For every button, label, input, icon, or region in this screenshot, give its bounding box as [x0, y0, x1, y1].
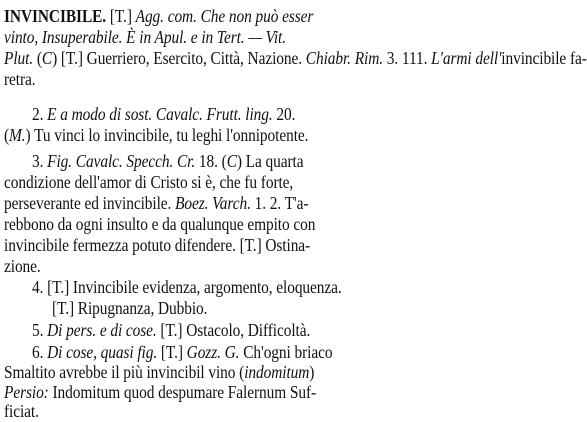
- text-run: Smaltito avrebbe il più invincibil vino (: [4, 362, 245, 382]
- text-run: perseverante ed invincibile.: [4, 193, 176, 213]
- entry-line: [52, 298, 207, 318]
- text-run: 6.: [32, 342, 48, 362]
- text-run: 18. (: [195, 151, 227, 171]
- text-run: [T.]: [106, 6, 136, 26]
- entry-line: [32, 342, 332, 362]
- text-run: M.: [9, 125, 26, 145]
- entry-line: [4, 214, 315, 234]
- text-run: [T.] Ripugnanza, Dubbio.: [52, 298, 208, 318]
- text-run: Indomitum quod despumare Falernum Suf-: [48, 382, 317, 402]
- text-run: C: [41, 48, 53, 68]
- text-run: 3.: [32, 151, 48, 171]
- entry-line: [4, 256, 41, 276]
- headword: INVINCIBILE.: [4, 6, 107, 26]
- text-run: indomitum: [244, 362, 310, 382]
- text-run: ) [T.] Guerriero, Esercito, Città, Nazione.: [52, 48, 306, 68]
- entry-line: [4, 69, 36, 89]
- text-run: ficiat.: [4, 401, 39, 421]
- entry-line: [32, 277, 342, 297]
- text-run: Boez. Varch.: [175, 193, 251, 213]
- entry-line: [32, 104, 295, 124]
- text-run: [T.] Ostacolo, Difficoltà.: [156, 320, 311, 340]
- entry-line: [4, 235, 310, 255]
- text-run: ) Tu vinci lo invincibile, tu leghi l'onnipotente.: [25, 125, 309, 145]
- entry-line: [4, 48, 587, 68]
- text-run: vinto, Insuperabile. È in Apul. e in Tert. — Vit.: [4, 27, 287, 47]
- text-run: Di pers. e di cose.: [47, 320, 157, 340]
- text-run: C: [226, 151, 237, 171]
- entry-line: [4, 27, 286, 47]
- text-run: [T.]: [157, 342, 187, 362]
- text-run: L'armi dell': [431, 48, 502, 68]
- text-run: 5.: [32, 320, 48, 340]
- entry-line: [4, 193, 308, 213]
- text-run: E a modo di sost. Cavalc. Frutt. ling.: [47, 104, 273, 124]
- text-run: retra.: [4, 69, 36, 89]
- text-run: 2.: [32, 104, 48, 124]
- entry-line: [4, 125, 308, 145]
- text-run: 1. 2. T'a-: [250, 193, 309, 213]
- entry-line: [32, 320, 310, 340]
- entry-line: [4, 382, 316, 402]
- text-run: Persio:: [4, 382, 49, 402]
- text-run: Fig. Cavalc. Specch. Cr.: [47, 151, 196, 171]
- text-run: zione.: [4, 256, 41, 276]
- text-run: Di cose, quasi fig.: [47, 342, 158, 362]
- text-run: invincibile fa-: [501, 48, 587, 68]
- entry-line: [4, 362, 314, 382]
- text-run: Plut.: [4, 48, 34, 68]
- text-run: (: [33, 48, 42, 68]
- text-run: 3. 111.: [383, 48, 432, 68]
- entry-line: [4, 6, 313, 26]
- text-run: 20.: [272, 104, 296, 124]
- text-run: Chiabr. Rim.: [305, 48, 384, 68]
- text-run: invincibile fermezza potuto difendere. [T.] Ostina-: [4, 235, 311, 255]
- text-run: Gozz. G.: [186, 342, 240, 362]
- text-run: Agg. com. Che non può esser: [135, 6, 314, 26]
- entry-line: [4, 401, 39, 421]
- text-run: (: [4, 125, 10, 145]
- text-run: Ch'ogni briaco: [239, 342, 333, 362]
- text-run: rebbono da ogni insulto e da qualunque empito con: [4, 214, 316, 234]
- entry-line: [32, 151, 303, 171]
- text-run: ): [309, 362, 315, 382]
- entry-line: [4, 172, 293, 192]
- text-run: condizione dell'amor di Cristo si è, che fu forte,: [4, 172, 294, 192]
- text-run: ) La quarta: [236, 151, 304, 171]
- text-run: 4. [T.] Invincibile evidenza, argomento, eloquenza.: [32, 277, 342, 297]
